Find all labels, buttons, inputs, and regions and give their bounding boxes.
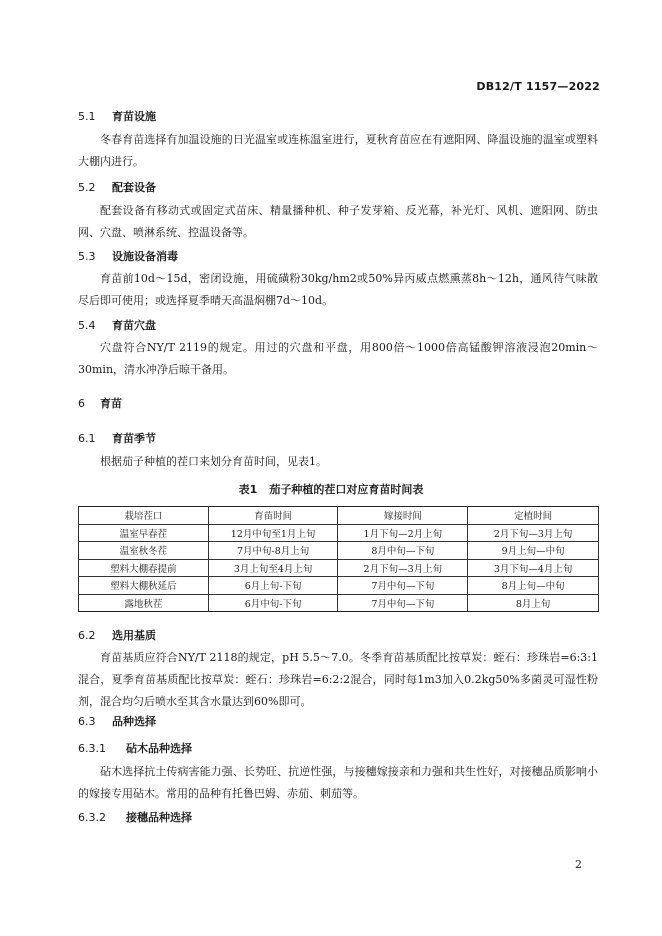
table-cell: 温室秋冬茬 (79, 542, 209, 560)
column-header: 定植时间 (468, 507, 599, 525)
section-heading-5-1 (78, 108, 156, 124)
table-row (79, 542, 599, 560)
section-number: 6.3.2 (78, 811, 106, 824)
table-cell: 3月上旬至4月上旬 (208, 559, 338, 577)
table-caption (0, 481, 662, 497)
table-row (79, 524, 599, 542)
section-title: 育苗季节 (112, 432, 156, 445)
document-code: DB12/T 1157—2022 (476, 80, 600, 93)
table-cell: 7月中旬-8月上旬 (208, 542, 338, 560)
table-header-row (79, 507, 599, 525)
section-heading-6-1 (78, 430, 156, 446)
paragraph-5-2: 配套设备有移动式或固定式苗床、精量播种机、种子发芽箱、反光幕，补光灯、风机、遮阳网、防虫网、穴盘、喷淋系统、控温设备等。 (78, 204, 598, 239)
section-number: 5.2 (78, 181, 96, 194)
seedling-schedule-table (78, 506, 599, 612)
section-number: 6.2 (78, 629, 96, 642)
table-row (79, 577, 599, 595)
column-header: 栽培茬口 (79, 507, 209, 525)
section-number: 6.3.1 (78, 742, 106, 755)
table-cell: 露地秋茬 (79, 594, 209, 612)
paragraph-6-1: 根据茄子种植的茬口来划分育苗时间，见表1。 (100, 455, 327, 468)
paragraph-5-4: 穴盘符合NY/T 2119的规定。用过的穴盘和平盘，用800倍～1000倍高锰酸钾溶液浸泡20min～30min，清水冲净后晾干备用。 (78, 341, 598, 376)
section-title: 配套设备 (112, 181, 156, 194)
section-title: 选用基质 (112, 629, 156, 642)
section-title: 设施设备消毒 (112, 250, 178, 263)
table-title: 茄子种植的茬口对应育苗时间表 (269, 483, 424, 496)
table-cell: 7月中旬—下旬 (338, 577, 468, 595)
table-cell: 温室早春茬 (79, 524, 209, 542)
chapter-number: 6 (78, 397, 85, 410)
column-header: 嫁接时间 (338, 507, 468, 525)
section-title: 砧木品种选择 (126, 742, 192, 755)
section-number: 5.1 (78, 110, 96, 123)
chapter-title: 育苗 (100, 397, 122, 410)
table-cell: 塑料大棚春提前 (79, 559, 209, 577)
table-cell: 2月下旬—3月上旬 (338, 559, 468, 577)
section-heading-6-3-1 (78, 740, 192, 756)
table-cell: 6月中旬-下旬 (208, 594, 338, 612)
section-heading-6-2 (78, 627, 156, 643)
table-row (79, 559, 599, 577)
paragraph-5-1: 冬春育苗选择有加温设施的日光温室或连栋温室进行，夏秋育苗应在有遮阳网、降温设施的温室或塑料大棚内进行。 (78, 133, 598, 168)
section-number: 6.1 (78, 432, 96, 445)
table-cell: 塑料大棚秋延后 (79, 577, 209, 595)
section-heading-5-2 (78, 179, 156, 195)
table-cell: 8月中旬—下旬 (338, 542, 468, 560)
section-number: 5.3 (78, 250, 96, 263)
table-cell: 8月上旬 (468, 594, 599, 612)
table-cell: 8月上旬—中旬 (468, 577, 599, 595)
paragraph-5-3: 育苗前10d～15d，密闭设施，用硫磺粉30kg/hm2或50%异丙威点燃熏蒸8h～12h，通风待气味散尽后即可使用；或选择夏季晴天高温焖棚7d～10d。 (78, 272, 598, 307)
table-cell: 2月下旬—3月上旬 (468, 524, 599, 542)
section-number: 6.3 (78, 715, 96, 728)
table-cell: 7月中旬—下旬 (338, 594, 468, 612)
section-heading-5-4 (78, 317, 156, 333)
section-title: 品种选择 (112, 715, 156, 728)
table-row (79, 594, 599, 612)
section-heading-5-3 (78, 248, 178, 264)
page-number: 2 (575, 858, 582, 871)
section-heading-6-3 (78, 713, 156, 729)
paragraph-6-3-1: 砧木选择抗土传病害能力强、长势旺、抗逆性强，与接穗嫁接亲和力强和共生性好，对接穗品质影响小的嫁接专用砧木。常用的品种有托鲁巴姆、赤茄、刺茄等。 (78, 765, 598, 800)
section-title: 育苗穴盘 (112, 319, 156, 332)
section-number: 5.4 (78, 319, 96, 332)
section-title: 育苗设施 (112, 110, 156, 123)
column-header: 育苗时间 (208, 507, 338, 525)
table-cell: 3月下旬—4月上旬 (468, 559, 599, 577)
table-cell: 9月上旬—中旬 (468, 542, 599, 560)
table-cell: 1月下旬—2月上旬 (338, 524, 468, 542)
section-heading-6-3-2 (78, 809, 192, 825)
paragraph-6-2: 育苗基质应符合NY/T 2118的规定，pH 5.5～7.0。冬季育苗基质配比按草炭：蛭石：珍珠岩=6:3:1混合，夏季育苗基质配比按草炭：蛭石：珍珠岩=6:2:2混合，同时每1m3加入0.2kg50%多菌灵可湿性粉剂，混合均匀后喷水至其含水量达到60%即可。 (78, 651, 598, 708)
table-cell: 12月中旬至1月上旬 (208, 524, 338, 542)
table-label: 表1 (238, 483, 258, 496)
chapter-heading-6 (78, 395, 122, 411)
table-cell: 6月上旬-下旬 (208, 577, 338, 595)
section-title: 接穗品种选择 (126, 811, 192, 824)
